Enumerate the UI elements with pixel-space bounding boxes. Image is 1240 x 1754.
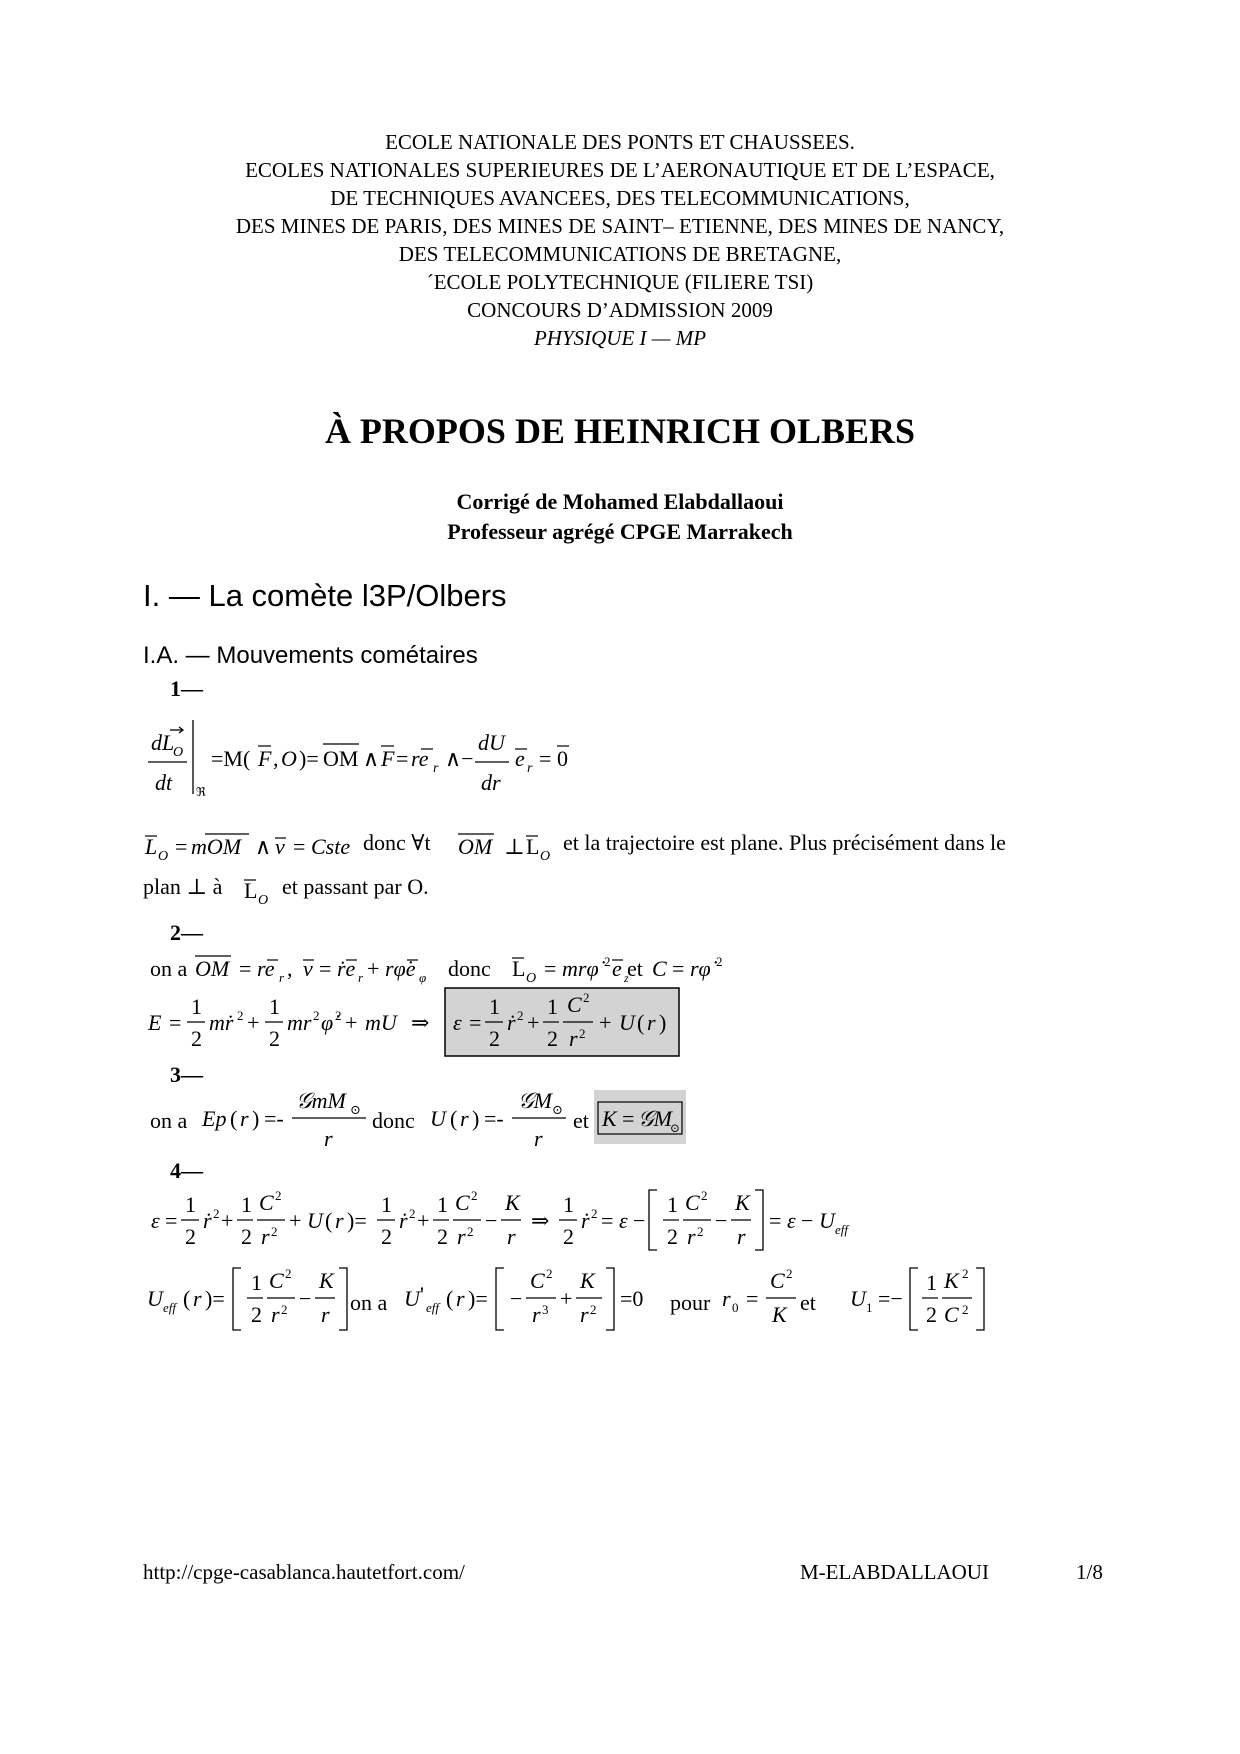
svg-text:+: + xyxy=(527,1010,540,1035)
svg-text:1: 1 xyxy=(489,994,500,1019)
svg-text:C: C xyxy=(567,992,582,1017)
svg-text:rφ̇e: rφ̇e xyxy=(385,956,416,981)
svg-text:L: L xyxy=(526,834,540,859)
q1-text-plane: et la trajectoire est plane. Plus précisément dans le xyxy=(563,830,1006,855)
svg-text:r: r xyxy=(460,1106,469,1131)
equation-k-constant xyxy=(592,1088,688,1148)
svg-text:2: 2 xyxy=(604,954,611,969)
svg-text:r: r xyxy=(321,1302,330,1327)
svg-text:e: e xyxy=(612,956,622,981)
svg-text:+: + xyxy=(221,1208,234,1233)
svg-text:U: U xyxy=(619,1010,635,1035)
svg-text:U: U xyxy=(430,1106,446,1131)
svg-text:=: = xyxy=(672,956,685,981)
svg-text:2: 2 xyxy=(517,1008,524,1023)
svg-text:r: r xyxy=(335,1208,344,1233)
q3-text-et: et xyxy=(573,1108,589,1133)
svg-text:=-: =- xyxy=(484,1106,504,1131)
question-3-number: 3— xyxy=(170,1062,203,1087)
svg-text:r: r xyxy=(457,1224,466,1249)
svg-text:eff: eff xyxy=(163,1300,176,1315)
svg-text:ε: ε xyxy=(453,1010,462,1035)
svg-text:2: 2 xyxy=(269,1026,280,1051)
svg-text:re: re xyxy=(411,746,429,771)
question-2-number: 2— xyxy=(170,920,203,945)
svg-text:r: r xyxy=(647,1010,656,1035)
svg-text:)=: )= xyxy=(347,1208,367,1233)
svg-text:dt: dt xyxy=(155,770,173,795)
svg-text:r: r xyxy=(358,970,364,985)
svg-text:re: re xyxy=(257,956,275,981)
svg-text:2: 2 xyxy=(546,1266,553,1281)
svg-text:∧: ∧ xyxy=(255,834,272,859)
svg-text:⇒: ⇒ xyxy=(531,1208,550,1233)
svg-text:O: O xyxy=(258,893,269,908)
svg-text:r: r xyxy=(507,1224,516,1249)
svg-text:K: K xyxy=(772,1302,787,1327)
equation-lo-symbol xyxy=(242,870,282,910)
svg-text:=-: =- xyxy=(264,1106,284,1131)
svg-text:,: , xyxy=(287,956,293,981)
header-line-4: DES MINES DE PARIS, DES MINES DE SAINT– ETIENNE, DES MINES DE NANCY, xyxy=(235,214,1005,238)
svg-text:r: r xyxy=(722,1286,731,1311)
svg-text:2: 2 xyxy=(547,1026,558,1051)
svg-text:e: e xyxy=(515,746,525,771)
svg-text:(: ( xyxy=(450,1106,458,1131)
svg-text:2: 2 xyxy=(237,1008,244,1023)
svg-text:=0: =0 xyxy=(620,1286,644,1311)
equation-angular-momentum-theorem xyxy=(143,718,643,808)
svg-text:ε: ε xyxy=(619,1208,628,1233)
svg-text:φ: φ xyxy=(419,970,427,985)
svg-text:)=: )= xyxy=(299,746,319,771)
svg-text:2: 2 xyxy=(313,1008,320,1023)
svg-text:2: 2 xyxy=(962,1266,969,1281)
svg-text:r: r xyxy=(527,761,533,776)
svg-text:eff: eff xyxy=(426,1300,439,1315)
svg-text:2: 2 xyxy=(489,1026,500,1051)
svg-text:2: 2 xyxy=(281,1302,288,1317)
svg-text:ε: ε xyxy=(151,1208,160,1233)
svg-text:r: r xyxy=(534,1126,543,1151)
author-block xyxy=(0,487,1240,547)
svg-text:OM: OM xyxy=(323,746,359,771)
header-line-5: DES TELECOMMUNICATIONS DE BRETAGNE, xyxy=(398,242,842,266)
svg-text:1: 1 xyxy=(241,1192,252,1217)
svg-text:r: r xyxy=(569,1026,578,1051)
svg-text:): ) xyxy=(659,1010,667,1035)
svg-text:K: K xyxy=(602,1106,617,1131)
svg-text:−: − xyxy=(633,1208,646,1233)
svg-text:C: C xyxy=(455,1190,470,1215)
svg-text:=: = xyxy=(769,1208,782,1233)
svg-text:=: = xyxy=(539,746,552,771)
svg-text:2: 2 xyxy=(591,1206,598,1221)
svg-text:1: 1 xyxy=(667,1192,678,1217)
svg-text:1: 1 xyxy=(437,1192,448,1217)
svg-text:O: O xyxy=(281,746,297,771)
svg-text:1: 1 xyxy=(381,1192,392,1217)
svg-text:(: ( xyxy=(637,1010,645,1035)
svg-text:=: = xyxy=(319,956,332,981)
svg-text:2: 2 xyxy=(962,1302,969,1317)
svg-text:2: 2 xyxy=(335,1008,342,1023)
svg-text:): ) xyxy=(252,1106,260,1131)
svg-text:0: 0 xyxy=(557,746,568,771)
svg-text:(: ( xyxy=(183,1286,191,1311)
svg-text:2: 2 xyxy=(381,1224,392,1249)
svg-text:K: K xyxy=(735,1190,750,1215)
footer-author: M-ELABDALLAOUI xyxy=(800,1560,989,1584)
svg-text:Ep: Ep xyxy=(202,1106,227,1131)
q1-text-plan: plan ⊥ à xyxy=(143,874,223,899)
svg-text:r: r xyxy=(532,1302,541,1327)
author-line-2: Professeur agrégé CPGE Marrakech xyxy=(447,519,793,544)
svg-text:2: 2 xyxy=(697,1224,704,1239)
svg-text:φ̇: φ̇ xyxy=(321,1010,334,1035)
equation-potential-per-mass xyxy=(428,1082,568,1156)
svg-text:r: r xyxy=(193,1286,202,1311)
header-subject: PHYSIQUE I — MP xyxy=(533,326,707,350)
svg-text:2: 2 xyxy=(667,1224,678,1249)
question-4-number: 4— xyxy=(170,1158,203,1183)
svg-text:=: = xyxy=(175,834,188,859)
svg-text:dL: dL xyxy=(151,730,175,755)
exam-header xyxy=(0,128,1240,352)
svg-text:1: 1 xyxy=(926,1270,937,1295)
svg-text:3: 3 xyxy=(542,1302,549,1317)
svg-text:2: 2 xyxy=(563,1224,574,1249)
svg-text:2: 2 xyxy=(467,1224,474,1239)
svg-text:2: 2 xyxy=(583,990,590,1005)
svg-text:2: 2 xyxy=(437,1224,448,1249)
svg-text:C: C xyxy=(944,1302,959,1327)
svg-text:2: 2 xyxy=(275,1188,282,1203)
svg-text:mrφ̇: mrφ̇ xyxy=(562,956,599,981)
svg-text:C: C xyxy=(269,1268,284,1293)
svg-text:r: r xyxy=(687,1224,696,1249)
svg-text:r: r xyxy=(261,1224,270,1249)
svg-text:2: 2 xyxy=(701,1188,708,1203)
q2-text-on-a: on a xyxy=(150,956,188,981)
svg-text:mU: mU xyxy=(365,1010,397,1035)
svg-text:(: ( xyxy=(325,1208,333,1233)
svg-text:v: v xyxy=(303,956,313,981)
section-heading: I. — La comète l3P/Olbers xyxy=(143,578,507,613)
header-line-6: ´ECOLE POLYTECHNIQUE (FILIERE TSI) xyxy=(426,270,814,294)
svg-text:mr: mr xyxy=(287,1010,312,1035)
svg-text:O: O xyxy=(173,745,184,760)
svg-text:⊙: ⊙ xyxy=(670,1121,681,1135)
svg-text:𝒢mM: 𝒢mM xyxy=(296,1088,346,1113)
svg-text:⊙: ⊙ xyxy=(552,1102,563,1117)
equation-effective-potential-derivative xyxy=(400,1262,650,1336)
svg-text:L: L xyxy=(145,834,158,859)
q1-text-donc: donc ∀t xyxy=(363,830,431,855)
svg-text:2: 2 xyxy=(285,1266,292,1281)
svg-text:∧: ∧ xyxy=(363,746,380,771)
svg-text:⊙: ⊙ xyxy=(350,1102,361,1117)
svg-text:U: U xyxy=(819,1208,835,1233)
svg-text:O: O xyxy=(526,971,537,986)
equation-energy xyxy=(143,984,683,1060)
svg-text:U: U xyxy=(147,1286,163,1311)
svg-text:mOM: mOM xyxy=(191,834,242,859)
svg-text:2: 2 xyxy=(716,954,723,969)
svg-text:=: = xyxy=(169,1010,182,1035)
equation-om-perp-lo xyxy=(456,826,566,866)
svg-text:mṙ: mṙ xyxy=(209,1010,234,1035)
header-line-1: ECOLE NATIONALE DES PONTS ET CHAUSSEES. xyxy=(385,130,855,154)
svg-text:ṙ: ṙ xyxy=(203,1208,212,1233)
page-number: 1/8 xyxy=(1076,1560,1103,1584)
svg-text:−: − xyxy=(801,1208,814,1233)
svg-text:=: = xyxy=(622,1106,635,1131)
q1-text-passing: et passant par O. xyxy=(282,874,429,899)
svg-text:ṙ: ṙ xyxy=(399,1208,408,1233)
svg-text:𝒢M: 𝒢M xyxy=(518,1088,552,1113)
svg-text:ε: ε xyxy=(787,1208,796,1233)
svg-text:)=: )= xyxy=(468,1286,488,1311)
svg-text:ℜ: ℜ xyxy=(196,785,206,799)
svg-text:r: r xyxy=(433,761,439,776)
svg-text:eff: eff xyxy=(835,1222,848,1237)
equation-potential-energy xyxy=(200,1082,370,1156)
svg-text:2: 2 xyxy=(185,1224,196,1249)
svg-text:1: 1 xyxy=(269,994,280,1019)
svg-text:1: 1 xyxy=(251,1270,262,1295)
svg-text:2: 2 xyxy=(579,1026,586,1041)
svg-text:r: r xyxy=(737,1224,746,1249)
svg-text:=M(: =M( xyxy=(211,746,251,771)
header-line-7: CONCOURS D’ADMISSION 2009 xyxy=(467,298,773,322)
svg-text:F: F xyxy=(258,746,272,771)
document-title: À PROPOS DE HEINRICH OLBERS xyxy=(324,411,916,451)
svg-text:U: U xyxy=(850,1286,866,1311)
svg-text:2: 2 xyxy=(213,1206,220,1221)
svg-text:2: 2 xyxy=(271,1224,278,1239)
svg-text:+: + xyxy=(289,1208,302,1233)
svg-text:)=: )= xyxy=(205,1286,225,1311)
svg-text:K: K xyxy=(319,1268,334,1293)
svg-text:r: r xyxy=(580,1302,589,1327)
svg-text:O: O xyxy=(540,849,551,864)
svg-text:=: = xyxy=(601,1208,614,1233)
svg-text:r: r xyxy=(271,1302,280,1327)
svg-text:r: r xyxy=(324,1126,333,1151)
svg-text:(: ( xyxy=(230,1106,238,1131)
author-line-1: Corrigé de Mohamed Elabdallaoui xyxy=(456,489,784,514)
svg-text:2: 2 xyxy=(786,1266,793,1281)
svg-text:0: 0 xyxy=(732,1300,739,1315)
svg-text:': ' xyxy=(420,1282,424,1307)
svg-text:=: = xyxy=(396,746,409,771)
svg-text:1: 1 xyxy=(547,994,558,1019)
svg-text:2: 2 xyxy=(409,1206,416,1221)
svg-text:E: E xyxy=(148,1010,162,1035)
svg-text:OM: OM xyxy=(195,956,230,981)
svg-text:r: r xyxy=(240,1106,249,1131)
svg-text:1: 1 xyxy=(185,1192,196,1217)
svg-text:ṙ: ṙ xyxy=(507,1010,516,1035)
svg-text:2: 2 xyxy=(251,1302,262,1327)
svg-text:O: O xyxy=(158,849,169,864)
svg-text:+: + xyxy=(560,1286,573,1311)
svg-text:−: − xyxy=(485,1208,498,1233)
svg-text:+: + xyxy=(417,1208,430,1233)
svg-text:⊥: ⊥ xyxy=(504,834,525,859)
footer-url[interactable]: http://cpge-casablanca.hautetfort.com/ xyxy=(143,1560,465,1584)
svg-text:C: C xyxy=(259,1190,274,1215)
svg-text:2: 2 xyxy=(191,1026,202,1051)
svg-text:OM: OM xyxy=(458,834,493,859)
svg-text:U: U xyxy=(307,1208,323,1233)
svg-text:=: = xyxy=(293,834,306,859)
q2-text-et: et xyxy=(627,956,643,981)
svg-text:+: + xyxy=(247,1010,260,1035)
svg-text:(: ( xyxy=(446,1286,454,1311)
svg-text:=: = xyxy=(239,956,252,981)
svg-text:ṙ: ṙ xyxy=(581,1208,590,1233)
svg-text:−: − xyxy=(299,1286,312,1311)
svg-text:r: r xyxy=(279,970,285,985)
header-line-2: ECOLES NATIONALES SUPERIEURES DE L’AERONAUTIQUE ET DE L’ESPACE, xyxy=(245,158,995,182)
svg-text:L: L xyxy=(512,956,526,981)
svg-text:ṙe: ṙe xyxy=(337,956,356,981)
svg-text:=: = xyxy=(544,956,557,981)
question-1-number: 1— xyxy=(170,676,203,701)
svg-text:v: v xyxy=(275,834,285,859)
svg-text:C: C xyxy=(770,1268,785,1293)
svg-text:C: C xyxy=(530,1268,545,1293)
svg-text:=: = xyxy=(469,1010,482,1035)
svg-text:+: + xyxy=(345,1010,358,1035)
svg-text:=: = xyxy=(746,1286,759,1311)
svg-text:+: + xyxy=(367,956,380,981)
svg-text:=: = xyxy=(165,1208,178,1233)
svg-text:=−: =− xyxy=(878,1286,903,1311)
svg-text:dU: dU xyxy=(478,730,505,755)
svg-text:rφ̇: rφ̇ xyxy=(690,956,711,981)
svg-text:K: K xyxy=(580,1268,595,1293)
q4-text-on-a: on a xyxy=(350,1290,388,1315)
svg-text:Cste: Cste xyxy=(311,834,351,859)
svg-text:⇒: ⇒ xyxy=(411,1010,430,1035)
svg-text:K: K xyxy=(944,1268,959,1293)
svg-text:1: 1 xyxy=(563,1192,574,1217)
svg-text:): ) xyxy=(472,1106,480,1131)
q4-text-pour: pour xyxy=(670,1290,711,1315)
svg-text:2: 2 xyxy=(926,1302,937,1327)
svg-text:z: z xyxy=(624,971,629,985)
q4-text-et: et xyxy=(800,1290,816,1315)
q2-text-donc: donc xyxy=(448,956,491,981)
q3-text-donc: donc xyxy=(372,1108,415,1133)
svg-text:dr: dr xyxy=(481,770,501,795)
q3-text-on-a: on a xyxy=(150,1108,188,1133)
svg-text:1: 1 xyxy=(866,1300,873,1315)
svg-text:K: K xyxy=(505,1190,520,1215)
svg-text:C: C xyxy=(652,956,667,981)
svg-text:U: U xyxy=(404,1286,420,1311)
svg-text:1: 1 xyxy=(191,994,202,1019)
svg-text:,: , xyxy=(273,746,279,771)
svg-text:C: C xyxy=(685,1190,700,1215)
header-line-3: DE TECHNIQUES AVANCEES, DES TELECOMMUNICATIONS, xyxy=(330,186,910,210)
svg-text:2: 2 xyxy=(590,1302,597,1317)
svg-text:𝒢M: 𝒢M xyxy=(638,1106,672,1131)
svg-text:2: 2 xyxy=(471,1188,478,1203)
equation-radial-energy xyxy=(143,1184,923,1256)
svg-text:+: + xyxy=(599,1010,612,1035)
subsection-heading: I.A. — Mouvements cométaires xyxy=(143,642,478,669)
svg-text:−: − xyxy=(510,1286,523,1311)
svg-text:r: r xyxy=(456,1286,465,1311)
svg-text:2: 2 xyxy=(241,1224,252,1249)
svg-text:L: L xyxy=(244,878,258,903)
svg-text:−: − xyxy=(715,1208,728,1233)
svg-text:F: F xyxy=(381,746,395,771)
svg-text:∧−: ∧− xyxy=(445,746,474,771)
equation-u1 xyxy=(846,1262,996,1336)
